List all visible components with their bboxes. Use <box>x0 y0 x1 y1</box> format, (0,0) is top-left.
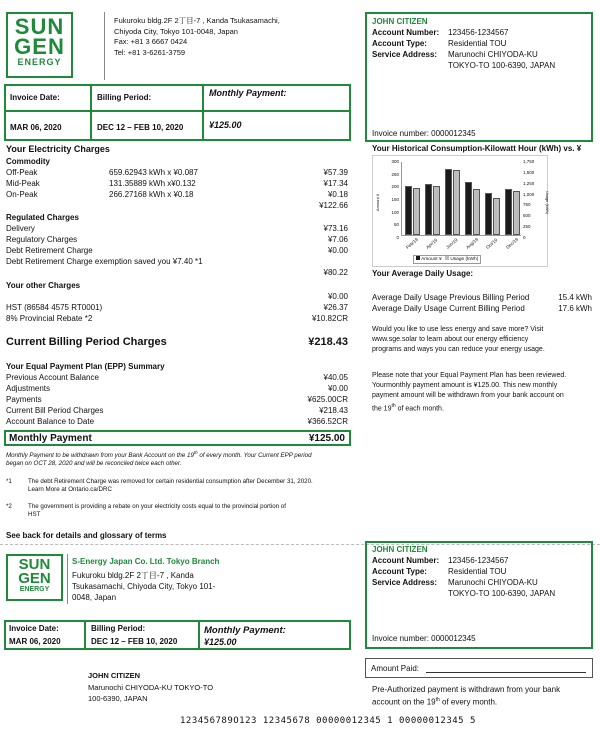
branch-name: S-Energy Japan Co. Ltd. Tokyo Branch <box>72 557 220 566</box>
see-back-note: See back for details and glossary of terms <box>6 531 167 540</box>
billing-period: DEC 12 – FEB 10, 2020 <box>97 123 184 132</box>
epp-review-note: Please note that your Equal Payment Plan has been reviewed. Yourmonthly payment amount is ¥125.00. This new monthly payment amount will be withdrawn from your bank account on the 19th of each month. <box>372 372 567 413</box>
chart-bar <box>465 182 472 235</box>
y-tick-left: 50 <box>393 222 399 228</box>
ocr-scanline: 123456789O123 12345678 00000012345 1 00000012345 5 <box>180 716 476 726</box>
account-number: 123456-1234567 <box>448 28 509 37</box>
y-tick-right: 1,000 <box>523 191 535 197</box>
logo-line-2: GEN <box>14 34 65 59</box>
y-tick-left: 300 <box>391 159 399 164</box>
y-tick-right: 1,750 <box>523 159 535 164</box>
monthly-payment-box-label: Monthly Payment <box>9 433 92 444</box>
customer-name: JOHN CITIZEN <box>372 17 428 26</box>
stub-customer-box: JOHN CITIZEN Account Number: 123456-1234567 Account Type: Residential TOU Service Address: Marunochi CHIYODA-KU TOKYO-TO 100-6390, JAPAN Invoice number: 0000012345 <box>365 541 593 649</box>
charge-row: On-Peak 266.27168 kWh x ¥0.18 ¥0.18 <box>6 190 348 199</box>
stub-billing-period: DEC 12 – FEB 10, 2020 <box>91 637 178 646</box>
daily-usage-title: Your Average Daily Usage: <box>372 269 474 278</box>
legend-label-amount: Amount ¥ <box>421 257 442 262</box>
rebate-row: 8% Provincial Rebate *2 ¥10.82CR <box>6 314 348 323</box>
logo-line-3: ENERGY <box>17 57 62 67</box>
account-type: Residential TOU <box>448 39 507 48</box>
legend-swatch-amount <box>416 256 420 260</box>
amount-paid-label: Amount Paid: <box>371 664 420 673</box>
epp-row: Adjustments ¥0.00 <box>6 384 348 393</box>
other-first: ¥0.00 <box>327 292 348 301</box>
y-tick-right: 750 <box>523 202 531 208</box>
stub-service-address-1: Marunochi CHIYODA-KU <box>448 578 538 587</box>
x-tick-label: Dec/19 <box>505 236 520 250</box>
regulated-total: ¥80.22 <box>323 268 348 277</box>
company-logo <box>6 12 73 78</box>
chart-bar <box>473 189 480 236</box>
preauth-note: Pre-Authorized payment is withdrawn from your bank account on the 19th of every month. <box>372 685 561 707</box>
invoice-number: Invoice number: 0000012345 <box>372 129 476 138</box>
epp-row: Current Bill Period Charges ¥218.43 <box>6 406 348 415</box>
commodity-total: ¥122.66 <box>319 201 348 210</box>
other-heading: Your other Charges <box>6 281 81 290</box>
legend-swatch-usage <box>445 256 449 260</box>
chart-bar <box>425 184 432 235</box>
epp-row: Account Balance to Date ¥366.52CR <box>6 417 348 426</box>
chart-bar <box>485 193 492 235</box>
header-divider <box>104 12 105 80</box>
daily-usage-curr: Average Daily Usage Current Billing Period 17.6 kWh <box>372 304 592 313</box>
stub-invoice-number: Invoice number: 0000012345 <box>372 634 476 643</box>
y-tick-left: 250 <box>391 171 399 177</box>
consumption-chart <box>372 155 548 267</box>
epp-row: Payments ¥625.00CR <box>6 395 348 404</box>
y-tick-right: 0 <box>523 235 526 240</box>
current-charges-row: Current Billing Period Charges ¥218.43 <box>6 336 348 348</box>
chart-legend <box>413 255 481 264</box>
x-tick-label: Apr/19 <box>425 237 439 250</box>
billing-period-label: Billing Period: <box>97 93 152 102</box>
regulated-row: Debt Retirement Charge ¥0.00 <box>6 246 348 255</box>
charge-row: Mid-Peak 131.35889 kWh x¥0.132 ¥17.34 <box>6 179 348 188</box>
invoice-date-label: Invoice Date: <box>10 93 60 102</box>
y-axis-left-label: Amount ¥ <box>375 193 381 212</box>
x-tick-label: Jun/19 <box>445 237 459 250</box>
service-address-2: TOKYO-TO 100-6390, JAPAN <box>448 61 556 70</box>
footnote-2: *2 The government is providing a rebate on your electricity costs equal to the provincial portion of HST <box>6 503 286 518</box>
stub-account-type: Residential TOU <box>448 567 507 576</box>
chart-bar <box>433 186 440 235</box>
y-ticks-left <box>387 159 399 240</box>
epp-row: Previous Account Balance ¥40.05 <box>6 373 348 382</box>
stub-grid-vline-1 <box>84 622 86 648</box>
monthly-payment-label: Monthly Payment: <box>209 88 287 98</box>
footnote-1: *1 The debt Retirement Charge was removed for certain residential consumption after December 31, 2020. Learn More at Ontario.ca/DRC <box>6 478 313 493</box>
y-ticks-right <box>523 159 543 240</box>
logo-line-1: SUN <box>14 14 65 39</box>
y-axis-right-label: Usage (kWh) <box>544 190 550 215</box>
invoice-info-grid <box>4 84 351 141</box>
promo-text: Would you like to use less energy and save more? Visit www.sge.solar to learn about our energy efficiency programs and ways you can reduce your energy usage. <box>372 326 545 353</box>
chart-bar <box>445 169 452 235</box>
stub-invoice-date: MAR 06, 2020 <box>9 637 61 646</box>
legend-label-usage: Usage (kWh) <box>450 257 479 262</box>
hst-row: HST (86584 4575 RT0001) ¥26.37 <box>6 303 348 312</box>
grid-vline-2 <box>202 86 204 139</box>
chart-bar <box>493 198 500 235</box>
mail-name: JOHN CITIZEN <box>88 671 141 680</box>
commodity-heading: Commodity <box>6 157 50 166</box>
grid-hline <box>6 110 349 112</box>
stub-account-number: 123456-1234567 <box>448 556 509 565</box>
x-tick-label: Oct/19 <box>485 237 499 250</box>
x-tick-label: Aug/19 <box>465 236 480 250</box>
y-tick-right: 250 <box>523 224 531 230</box>
stub-grid-vline-2 <box>198 622 200 648</box>
company-address: Fukuroku bldg.2F 2丁目-7 , Kanda Tsukasamachi, Chiyoda City, Tokyo 101-0048, Japan Fax: +81 3 6667 0424 Tel: +81 3-6261-3759 <box>114 16 280 57</box>
stub-divider <box>67 554 68 604</box>
y-tick-left: 150 <box>391 197 399 202</box>
amount-paid-field[interactable] <box>426 672 586 673</box>
chart-bar <box>453 170 460 235</box>
regulated-heading: Regulated Charges <box>6 213 79 222</box>
monthly-payment-box <box>4 430 351 446</box>
amount-paid-box <box>365 658 593 678</box>
chart-title: Your Historical Consumption-Kilowatt Hour (kWh) vs. ¥ <box>372 144 582 153</box>
stub-customer-name: JOHN CITIZEN <box>372 545 428 554</box>
epp-title: Your Equal Payment Plan (EPP) Summary <box>6 362 165 371</box>
customer-box: JOHN CITIZEN Account Number: 123456-1234567 Account Type: Residential TOU Service Address: Marunochi CHIYODA-KU TOKYO-TO 100-6390, JAPAN Invoice number: 0000012345 <box>365 12 593 142</box>
stub-invoice-grid: Invoice Date: MAR 06, 2020 Billing Period: DEC 12 – FEB 10, 2020 Monthly Payment: ¥125.00 <box>4 620 351 650</box>
monthly-payment-box-amount: ¥125.00 <box>308 433 345 444</box>
daily-usage-prev: Average Daily Usage Previous Billing Period 15.4 kWh <box>372 293 592 302</box>
chart-bar <box>405 186 412 235</box>
chart-bar <box>505 189 512 236</box>
charges-title: Your Electricity Charges <box>6 144 110 154</box>
y-tick-left: 200 <box>391 184 399 190</box>
y-tick-left: 100 <box>391 209 399 215</box>
invoice-date: MAR 06, 2020 <box>10 123 62 132</box>
x-ticks <box>401 238 521 250</box>
charge-row: Off-Peak 659.62943 kWh x ¥0.087 ¥57.39 <box>6 168 348 177</box>
stub-logo: SUN GEN ENERGY <box>6 554 63 601</box>
chart-bar <box>413 188 420 235</box>
branch-address: Fukuroku bldg.2F 2丁目-7 , Kanda Tsukasamachi, Chiyoda City, Tokyo 101- 0048, Japan <box>72 571 216 602</box>
chart-bar <box>513 191 520 235</box>
plot-area <box>401 162 521 236</box>
mail-address: Marunochi CHIYODA-KU TOKYO-TO 100-6390, JAPAN <box>88 683 214 703</box>
epp-note: Monthly Payment to be withdrawn from your Bank Account on the 19th of every month. Your Current EPP period began on OCT 28, 2020 and will be reconciled twice each other. <box>6 450 312 468</box>
y-tick-right: 1,250 <box>523 180 535 186</box>
y-tick-right: 500 <box>523 213 531 219</box>
regulated-row: Regulatory Charges ¥7.06 <box>6 235 348 244</box>
monthly-payment: ¥125.00 <box>209 120 242 130</box>
x-tick-label: Feb/19 <box>405 236 419 250</box>
grid-vline-1 <box>90 86 92 139</box>
y-tick-left: 0 <box>396 235 399 240</box>
regulated-row: Delivery ¥73.16 <box>6 224 348 233</box>
y-tick-right: 1,500 <box>523 169 535 175</box>
stub-service-address-2: TOKYO-TO 100-6390, JAPAN <box>448 589 556 598</box>
exemption-note: Debt Retirement Charge exemption saved you ¥7.40 *1 <box>6 257 203 266</box>
stub-monthly-payment: ¥125.00 <box>204 637 237 647</box>
service-address-1: Marunochi CHIYODA-KU <box>448 50 538 59</box>
